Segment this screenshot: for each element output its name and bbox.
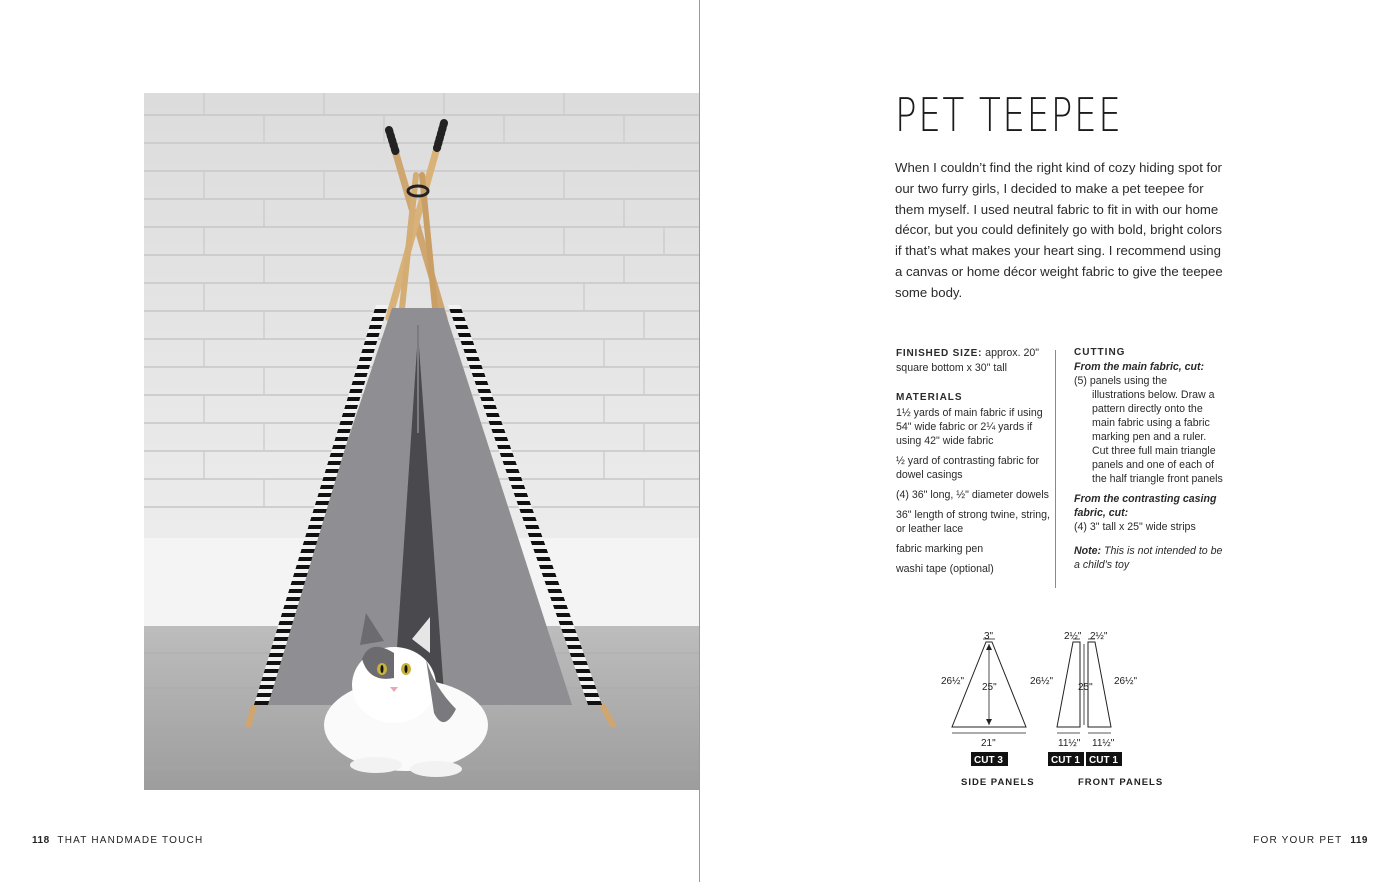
front-bottom-width-right: 11½" [1092, 738, 1115, 749]
front-bottom-width-left: 11½" [1058, 738, 1081, 749]
left-folio [32, 835, 203, 846]
cutting-column [1074, 346, 1224, 572]
pet-teepee-photo [144, 93, 699, 790]
side-panel-diagram [941, 631, 1026, 766]
column-divider [1055, 350, 1056, 588]
material-item: fabric marking pen [896, 543, 984, 555]
right-page [700, 0, 1400, 882]
front-panels-diagram [1030, 631, 1137, 766]
intro-paragraph: When I couldn’t find the right kind of cozy hiding spot for our two furry girls, I decided to make a pet teepee for them myself. I used neutral fabric to fit in with our home décor, but you could definitely go with bold, bright colors if that’s what makes your heart sing. I recommend using a canvas or home décor weight fabric to give the teepee some body. [895, 160, 1223, 300]
side-bottom-width: 21" [981, 738, 996, 749]
cutting-heading: CUTTING [1074, 347, 1126, 358]
right-folio [1253, 835, 1368, 846]
side-height: 25" [982, 682, 997, 693]
left-section-name: THAT HANDMADE TOUCH [57, 835, 204, 846]
safety-note [1074, 544, 1224, 572]
pattern-diagrams [930, 622, 1190, 797]
page-title: PET TEEPEE [895, 88, 1123, 142]
front-top-width-right: 2½" [1090, 631, 1108, 642]
casing-fabric-subheading: From the contrasting casing fabric, cut: [1074, 493, 1217, 519]
left-page [0, 0, 699, 882]
main-fabric-instructions: illustrations below. Draw a pattern directly onto the main fabric using a fabric marking pen and a ruler. Cut three full main triangle panels and one of each of the half triangle front panels [1092, 389, 1223, 485]
side-top-width: 3" [984, 631, 994, 642]
front-right-cut-badge: CUT 1 [1089, 755, 1118, 766]
main-fabric-subheading: From the main fabric, cut: [1074, 361, 1205, 373]
specs-column [896, 346, 1051, 582]
side-panels-label: SIDE PANELS [961, 777, 1035, 788]
material-item: washi tape (optional) [896, 563, 994, 575]
side-edge-length: 26½" [941, 676, 965, 687]
front-panels-label: FRONT PANELS [1078, 777, 1164, 788]
materials-heading: MATERIALS [896, 392, 963, 403]
material-item: 1½ yards of main fabric if using 54" wide fabric or 2¼ yards if using 42" wide fabric [896, 407, 1043, 447]
right-page-number: 119 [1350, 835, 1368, 846]
material-item: (4) 36" long, ½" diameter dowels [896, 489, 1049, 501]
casing-fabric-item: (4) 3" tall x 25" wide strips [1074, 521, 1196, 533]
front-left-cut-badge: CUT 1 [1051, 755, 1080, 766]
front-edge-length-left: 26½" [1030, 676, 1054, 687]
left-page-number: 118 [32, 835, 50, 846]
right-section-name: FOR YOUR PET [1253, 835, 1343, 846]
note-text: This is not intended to be a child’s toy [1074, 545, 1223, 571]
finished-size-label: FINISHED SIZE: [896, 348, 983, 359]
finished-size-value: approx. 20" square bottom x 30" tall [896, 347, 1039, 374]
front-height: 25" [1078, 682, 1093, 693]
material-item: ½ yard of contrasting fabric for dowel casings [896, 455, 1040, 481]
main-fabric-item: (5) panels using the [1074, 375, 1168, 387]
front-top-width-left: 2½" [1064, 631, 1082, 642]
note-label: Note: [1074, 545, 1102, 557]
side-cut-badge: CUT 3 [974, 755, 1003, 766]
material-item: 36" length of strong twine, string, or leather lace [896, 509, 1050, 535]
front-edge-length-right: 26½" [1114, 676, 1138, 687]
